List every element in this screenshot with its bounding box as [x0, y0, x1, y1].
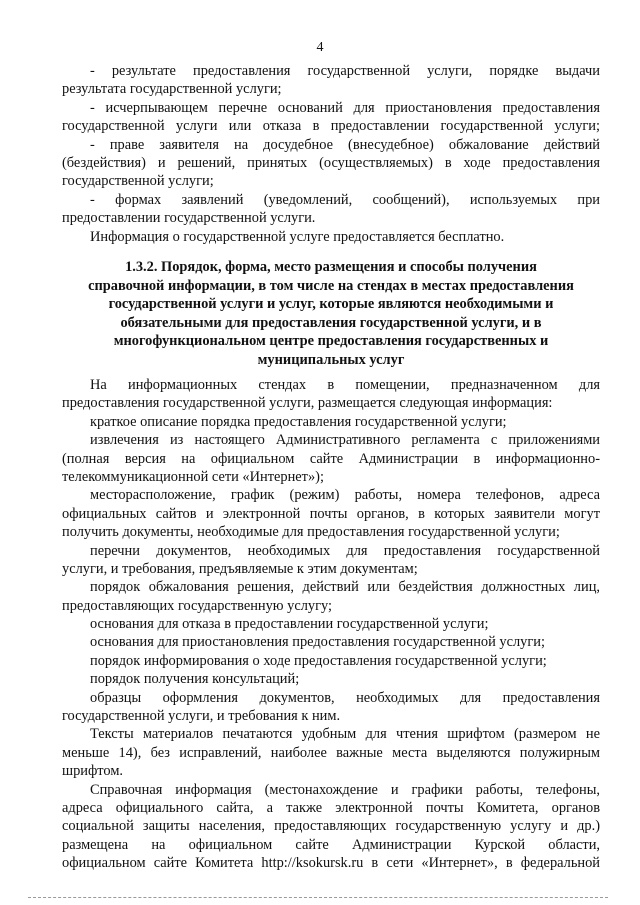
text-line: Информация о государственной услуге предоставляется бесплатно.	[90, 228, 505, 245]
text-line: На информационных стендах в помещении, предназначенном для	[90, 377, 600, 393]
text-line: краткое описание порядка предоставления государственной услуги;	[90, 413, 507, 430]
text-line: извлечения из настоящего Административного регламента с приложениями	[90, 432, 600, 449]
heading-line: 1.3.2. Порядок, форма, место размещения и способы получения	[125, 259, 537, 275]
text-line: предоставлении государственной услуги.	[62, 210, 316, 227]
text-line: - результате предоставления государственной услуги, порядке выдачи	[90, 63, 600, 79]
text-line: Тексты материалов печатаются удобным для чтения шрифтом (размером не	[90, 726, 600, 743]
text-line: основания для отказа в предоставлении государственной услуги;	[90, 616, 489, 633]
text-line: размещена на официальном сайте Администрации Курской области,	[62, 836, 600, 853]
text-line: - формах заявлений (уведомлений, сообщений), используемых при	[90, 191, 600, 208]
text-line: образцы оформления документов, необходимых для предоставления	[90, 689, 600, 706]
heading-line: обязательными для предоставления государственной услуги, и в	[120, 314, 542, 331]
text-line: предоставляющих государственную услугу;	[62, 597, 333, 614]
heading-line: справочной информации, в том числе на стендах в местах предоставления	[88, 277, 574, 294]
text-line: государственной услуги, и требования к ним.	[62, 708, 341, 725]
text-line: порядок получения консультаций;	[90, 671, 300, 688]
text-line: государственной услуги;	[62, 173, 214, 190]
heading-line: муниципальных услуг	[257, 351, 405, 368]
text-line: официальных сайтов и электронной почты органов, в которых заявители могут	[62, 505, 600, 522]
footer-divider	[28, 897, 608, 899]
text-line: основания для приостановления предоставления государственной услуги;	[90, 634, 545, 651]
text-line: (полная версия на официальном сайте Администрации в информационно-	[62, 450, 600, 467]
page-number: 4	[316, 40, 324, 55]
body-text	[62, 376, 600, 873]
text-line: Справочная информация (местонахождение и графики работы, телефоны,	[90, 781, 600, 798]
text-line: результата государственной услуги;	[62, 81, 282, 98]
heading-line: государственной услуги и услуг, которые являются необходимыми и	[108, 296, 554, 313]
text-line: телекоммуникационной сети «Интернет»);	[62, 468, 324, 485]
text-line: получить документы, необходимые для предоставления государственной услуги;	[62, 524, 560, 541]
text-line: месторасположение, график (режим) работы, номера телефонов, адреса	[90, 487, 600, 504]
text-line: меньше 14), без исправлений, наиболее важные места выделяются полужирным	[62, 744, 600, 761]
text-line: адреса официального сайта, а также электронной почты Комитета, органов	[62, 799, 600, 816]
text-line: предоставления государственной услуги, размещается следующая информация:	[62, 395, 553, 412]
text-line: услуги, и требования, предъявляемые к этим документам;	[62, 560, 418, 577]
text-line: государственной услуги или отказа в предоставлении государственной услуги;	[62, 118, 600, 135]
text-line: официальном сайте Комитета http://ksokursk.ru в сети «Интернет», в федеральной	[62, 855, 600, 872]
section-heading	[62, 258, 600, 370]
text-line: перечни документов, необходимых для предоставления государственной	[90, 542, 600, 559]
text-line: - исчерпывающем перечне оснований для приостановления предоставления	[90, 99, 600, 116]
text-line: шрифтом.	[62, 763, 124, 780]
heading-line: многофункциональном центре предоставления государственных и	[113, 333, 549, 350]
text-line: порядок информирования о ходе предоставления государственной услуги;	[90, 652, 547, 669]
text-line: социальной защиты населения, предоставляющих государственную услугу и др.)	[62, 818, 600, 835]
intro-list	[62, 62, 600, 246]
text-line: порядок обжалования решения, действий или бездействия должностных лиц,	[90, 579, 600, 596]
text-line: (бездействия) и решений, принятых (осуществляемых) в ходе предоставления	[62, 154, 600, 171]
text-line: - праве заявителя на досудебное (внесудебное) обжалование действий	[90, 136, 600, 153]
